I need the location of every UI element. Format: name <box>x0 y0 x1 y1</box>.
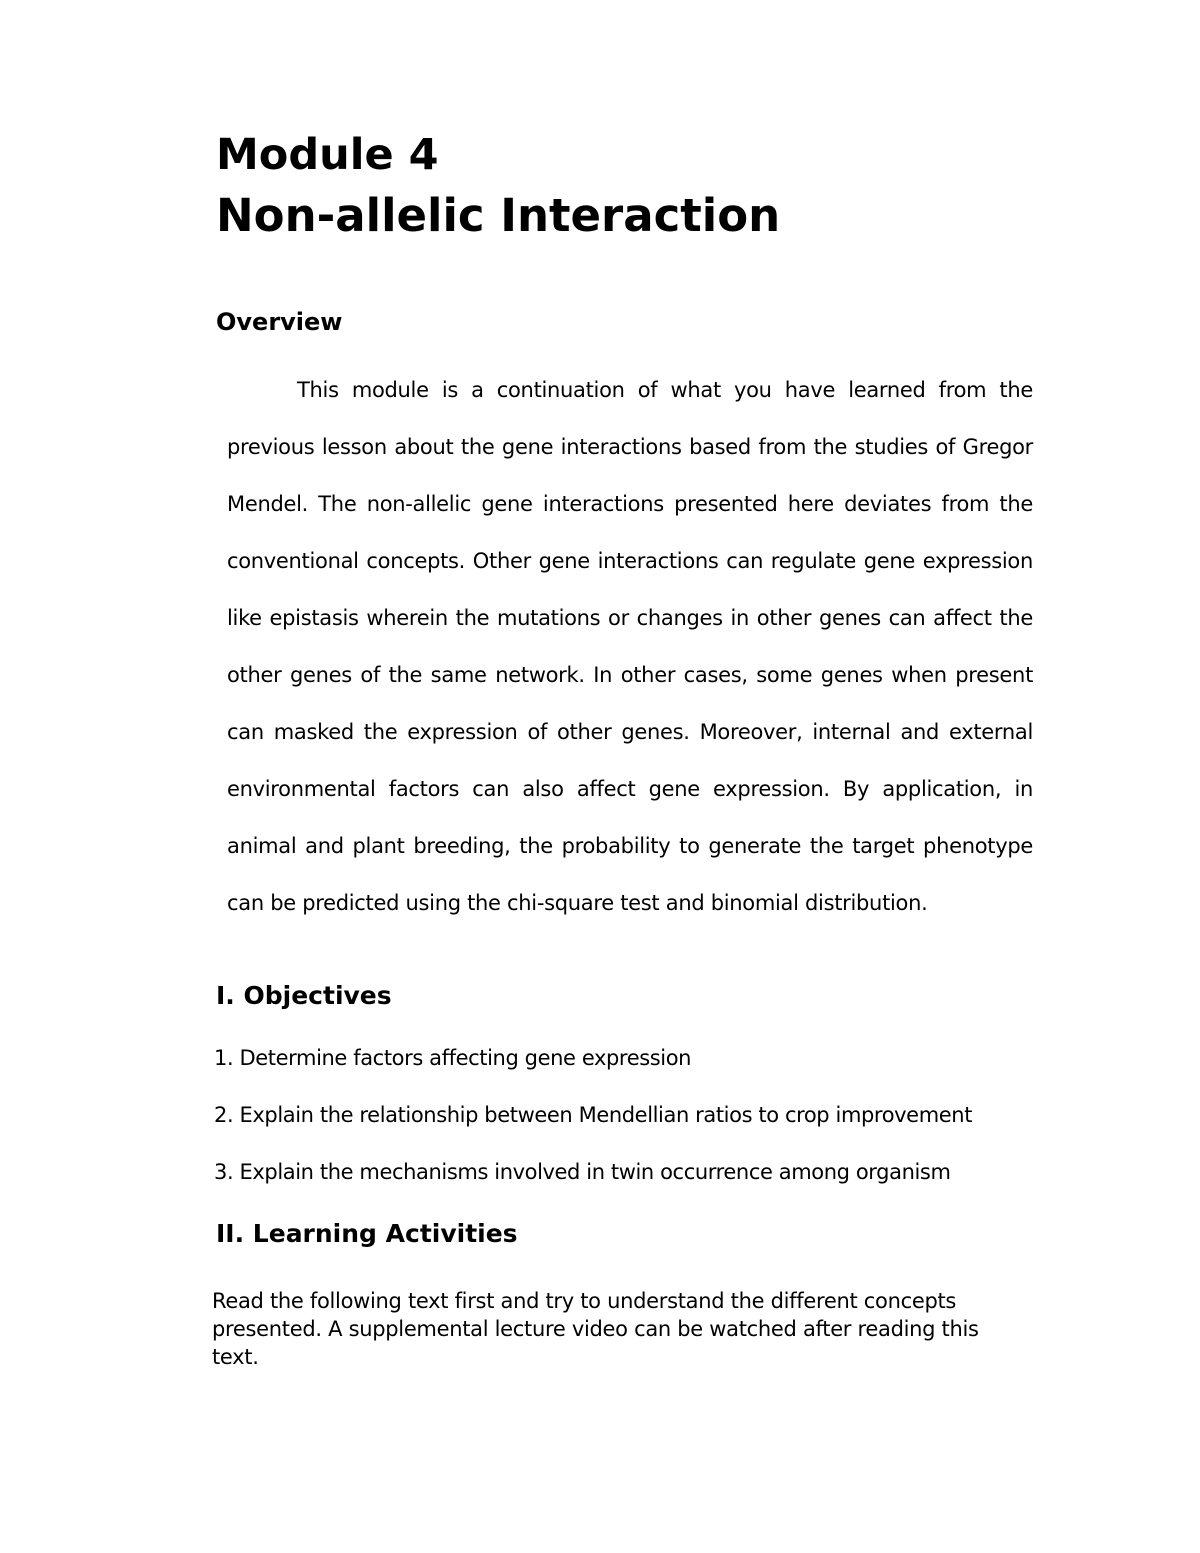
objective-item: 1. Determine factors affecting gene expression <box>214 1046 692 1070</box>
objective-item: 2. Explain the relationship between Mendellian ratios to crop improvement <box>214 1103 973 1127</box>
module-title: Module 4 <box>216 130 439 180</box>
module-subtitle: Non-allelic Interaction <box>216 189 781 242</box>
learning-activities-heading: II. Learning Activities <box>216 1219 518 1248</box>
objectives-list <box>214 1040 972 1211</box>
overview-heading: Overview <box>216 308 343 336</box>
objective-item: 3. Explain the mechanisms involved in twin occurrence among organism <box>214 1160 951 1184</box>
overview-paragraph: This module is a continuation of what you have learned from the previous lesson about the gene interactions based from the studies of Gregor Mendel. The non-allelic gene interactions presented here deviates from the conventional concepts. Other gene interactions can regulate gene expression like epistasis wherein the mutations or changes in other genes can affect the other genes of the same network. In other cases, some genes when present can masked the expression of other genes. Moreover, internal and external environmental factors can also affect gene expression. By application, in animal and plant breeding, the probability to generate the target phenotype can be predicted using the chi-square test and binomial distribution. <box>227 378 1033 915</box>
objectives-heading: I. Objectives <box>216 981 392 1010</box>
learning-activities-paragraph: Read the following text first and try to understand the different concepts presented. A supplemental lecture video can be watched after reading this text. <box>212 1289 979 1369</box>
